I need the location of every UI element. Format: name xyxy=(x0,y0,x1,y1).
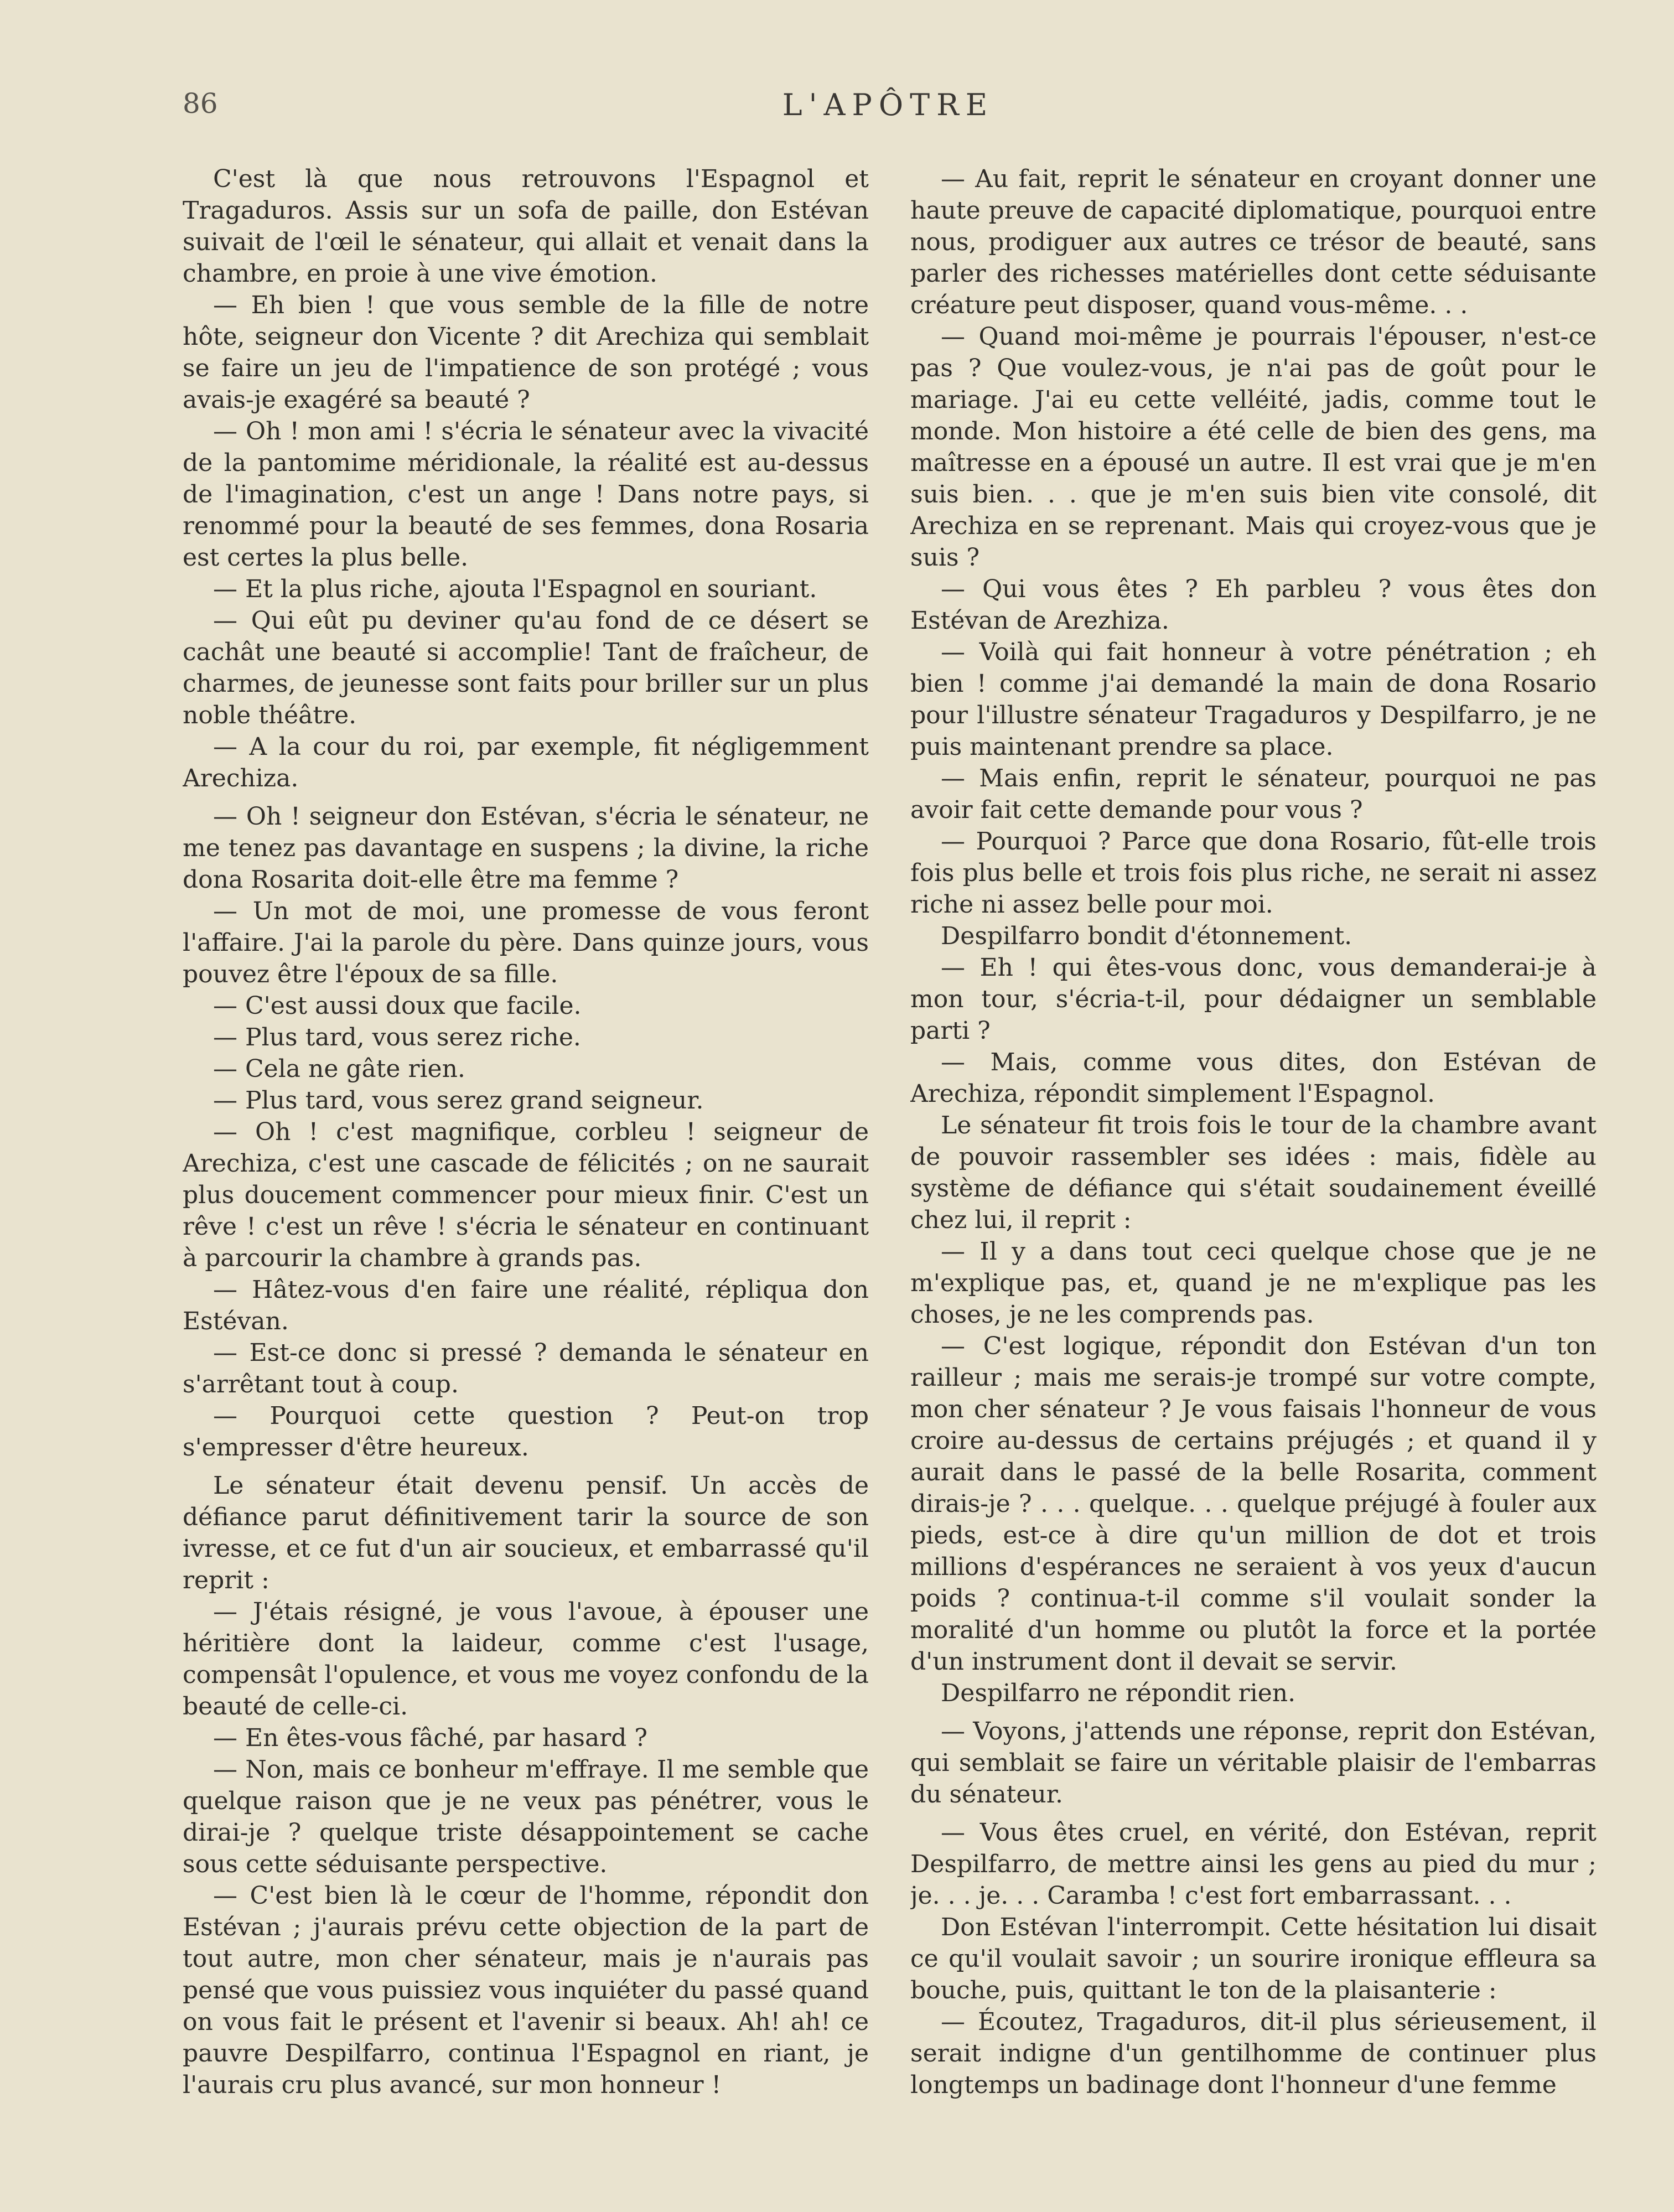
left-text-column xyxy=(183,163,869,2133)
page-header xyxy=(177,83,1599,133)
paragraph: — Est-ce donc si pressé ? demanda le sénateur en s'arrêtant tout à coup. xyxy=(183,1339,869,1398)
paragraph: — Pourquoi ? Parce que dona Rosario, fût-elle trois fois plus belle et trois fois plus riche, ne serait ni assez riche ni assez belle pour moi. xyxy=(910,827,1597,919)
paragraph: — Oh ! mon ami ! s'écria le sénateur avec la vivacité de la pantomime méridionale, la réalité est au-dessus de l'imagination, c'est un ange ! Dans notre pays, si renommé pour la beauté de ses femmes, dona Rosaria est certes la plus belle. xyxy=(183,417,869,572)
paragraph: — C'est bien là le cœur de l'homme, répondit don Estévan ; j'aurais prévu cette objection de la part de tout autre, mon cher sénateur, mais je n'aurais pas pensé que vous puissiez vous inquiéter du passé quand on vous fait le présent et l'avenir si beaux. Ah! ah! ce pauvre Despilfarro, continua l'Espagnol en riant, je l'aurais cru plus avancé, sur mon honneur ! xyxy=(183,1882,869,2099)
paragraph: C'est là que nous retrouvons l'Espagnol et Tragaduros. Assis sur un sofa de paille, don Estévan suivait de l'œil le sénateur, qui allait et venait dans la chambre, en proie à une vive émotion. xyxy=(183,165,869,288)
paragraph: Don Estévan l'interrompit. Cette hésitation lui disait ce qu'il voulait savoir ; un sourire ironique effleura sa bouche, puis, quittant le ton de la plaisanterie : xyxy=(910,1913,1597,2004)
running-title: L'APÔTRE xyxy=(782,87,994,122)
paragraph: — Oh ! seigneur don Estévan, s'écria le sénateur, ne me tenez pas davantage en suspens ; la divine, la riche dona Rosarita doit-elle être ma femme ? xyxy=(183,802,869,894)
right-text-column xyxy=(910,163,1597,2133)
paragraph: — Plus tard, vous serez riche. xyxy=(213,1023,581,1051)
paragraph: — Au fait, reprit le sénateur en croyant donner une haute preuve de capacité diplomatique, pourquoi entre nous, prodiguer aux autres ce trésor de beauté, sans parler des richesses matérielles dont cette séduisante créature peut disposer, quand vous-même. . . xyxy=(910,165,1597,319)
paragraph: — Eh bien ! que vous semble de la fille de notre hôte, seigneur don Vicente ? dit Arechiza qui semblait se faire un jeu de l'impatience de son protégé ; vous avais-je exagéré sa beauté ? xyxy=(183,291,869,414)
paragraph: — Un mot de moi, une promesse de vous feront l'affaire. J'ai la parole du père. Dans quinze jours, vous pouvez être l'époux de sa fille. xyxy=(183,897,869,988)
paragraph: — Qui vous êtes ? Eh parbleu ? vous êtes don Estévan de Arezhiza. xyxy=(910,575,1597,635)
paragraph: — Écoutez, Tragaduros, dit-il plus sérieusement, il serait indigne d'un gentilhomme de continuer plus longtemps un badinage dont l'honneur d'une femme xyxy=(910,2008,1597,2099)
paragraph: — Plus tard, vous serez grand seigneur. xyxy=(213,1086,704,1115)
paragraph: — Cela ne gâte rien. xyxy=(213,1055,465,1083)
paragraph: Despilfarro bondit d'étonnement. xyxy=(941,922,1352,950)
paragraph: — Hâtez-vous d'en faire une réalité, répliqua don Estévan. xyxy=(183,1276,869,1335)
paragraph: — Il y a dans tout ceci quelque chose que je ne m'explique pas, et, quand je ne m'explique pas les choses, je ne les comprends pas. xyxy=(910,1237,1597,1329)
paragraph: — Non, mais ce bonheur m'effraye. Il me semble que quelque raison que je ne veux pas pénétrer, vous le dirai-je ? quelque triste désappointement se cache sous cette séduisante perspective. xyxy=(183,1755,869,1878)
paragraph: — Eh ! qui êtes-vous donc, vous demanderai-je à mon tour, s'écria-t-il, pour dédaigner un semblable parti ? xyxy=(910,954,1597,1045)
paragraph: Despilfarro ne répondit rien. xyxy=(941,1679,1296,1707)
paragraph: — Mais enfin, reprit le sénateur, pourquoi ne pas avoir fait cette demande pour vous ? xyxy=(910,764,1597,824)
paragraph: — Oh ! c'est magnifique, corbleu ! seigneur de Arechiza, c'est une cascade de félicités ; on ne saurait plus doucement commencer pour mieux finir. C'est un rêve ! c'est un rêve ! s'écria le sénateur en continuant à parcourir la chambre à grands pas. xyxy=(183,1118,869,1272)
paragraph: — C'est aussi doux que facile. xyxy=(213,992,582,1020)
paragraph: — Et la plus riche, ajouta l'Espagnol en souriant. xyxy=(213,575,817,603)
paragraph: Le sénateur était devenu pensif. Un accès de défiance parut définitivement tarir la source de son ivresse, et ce fut d'un air soucieux, et embarrassé qu'il reprit : xyxy=(183,1472,869,1594)
paragraph: — En êtes-vous fâché, par hasard ? xyxy=(213,1724,647,1752)
paragraph: — Voilà qui fait honneur à votre pénétration ; eh bien ! comme j'ai demandé la main de dona Rosario pour l'illustre sénateur Tragaduros y Despilfarro, je ne puis maintenant prendre sa place. xyxy=(910,638,1597,761)
paragraph: — J'étais résigné, je vous l'avoue, à épouser une héritière dont la laideur, comme c'est l'usage, compensât l'opulence, et vous me voyez confondu de la beauté de celle-ci. xyxy=(183,1598,869,1721)
page-number: 86 xyxy=(183,87,218,120)
paragraph: — Pourquoi cette question ? Peut-on trop s'empresser d'être heureux. xyxy=(183,1402,869,1462)
paragraph: — C'est logique, répondit don Estévan d'un ton railleur ; mais me serais-je trompé sur votre compte, mon cher sénateur ? Je vous faisais l'honneur de vous croire au-dessus de certains préjugés ; et quand il y aurait dans le passé de la belle Rosarita, comment dirais-je ? . . . quelque. . . quelque préjugé à fouler aux pieds, est-ce à dire qu'un million de dot et trois millions d'espérances ne seraient à vos yeux d'aucun poids ? continua-t-il comme s'il voulait sonder la moralité d'un homme ou plutôt la force et la portée d'un instrument dont il devait se servir. xyxy=(910,1332,1597,1676)
paragraph: — A la cour du roi, par exemple, fit négligemment Arechiza. xyxy=(183,733,869,792)
paragraph: — Quand moi-même je pourrais l'épouser, n'est-ce pas ? Que voulez-vous, je n'ai pas de goût pour le mariage. J'ai eu cette velléité, jadis, comme tout le monde. Mon histoire a été celle de bien des gens, ma maîtresse en a épousé un autre. Il est vrai que je m'en suis bien. . . que je m'en suis bien vite consolé, dit Arechiza en se reprenant. Mais qui croyez-vous que je suis ? xyxy=(910,323,1597,572)
paragraph: — Qui eût pu deviner qu'au fond de ce désert se cachât une beauté si accomplie! Tant de fraîcheur, de charmes, de jeunesse sont faits pour briller sur un plus noble théâtre. xyxy=(183,607,869,729)
paragraph: — Mais, comme vous dites, don Estévan de Arechiza, répondit simplement l'Espagnol. xyxy=(910,1048,1597,1108)
paragraph: — Voyons, j'attends une réponse, reprit don Estévan, qui semblait se faire un véritable plaisir de l'embarras du sénateur. xyxy=(910,1717,1597,1809)
paragraph: — Vous êtes cruel, en vérité, don Estévan, reprit Despilfarro, de mettre ainsi les gens au pied du mur ; je. . . je. . . Caramba ! c'est fort embarrassant. . . xyxy=(910,1819,1597,1910)
paragraph: Le sénateur fit trois fois le tour de la chambre avant de pouvoir rassembler ses idées : mais, fidèle au système de défiance qui s'était soudainement éveillé chez lui, il reprit : xyxy=(910,1111,1597,1234)
